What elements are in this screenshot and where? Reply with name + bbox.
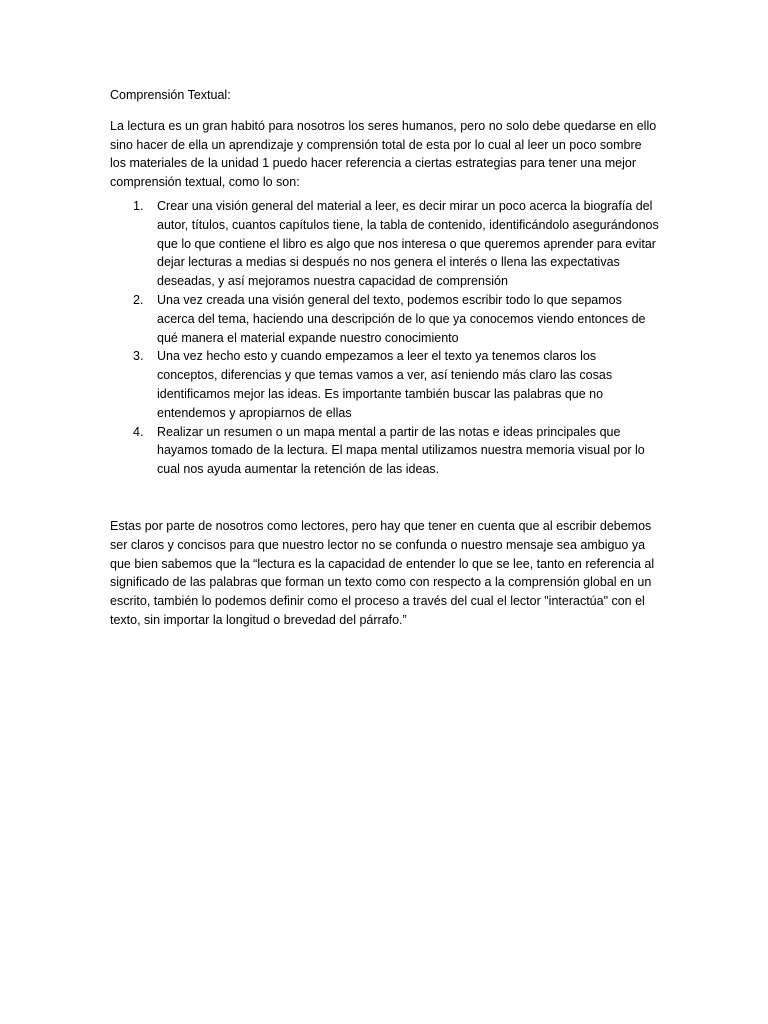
list-number: 1. — [133, 198, 144, 213]
document-page — [110, 86, 660, 630]
document-heading: Comprensión Textual: — [110, 88, 231, 102]
list-item-text: Una vez hecho esto y cuando empezamos a leer el texto ya tenemos claros los conceptos, diferencias y que temas vamos a ver, así teniendo más claro las cosas identificamos mejor las ideas. Es importante también buscar las palabras que no entendemos y apropiarnos de ellas — [157, 349, 613, 420]
list-number: 2. — [133, 292, 144, 307]
list-item-text: Crear una visión general del material a leer, es decir mirar un poco acerca la biografía del autor, títulos, cuantos capítulos tiene, la tabla de contenido, identificándolo asegurándonos que lo que contiene el libro es algo que nos interesa o que queremos aprender para evitar dejar lecturas a medias si después no nos genera el interés o llena las expectativas deseadas, y así mejoramos nuestra capacidad de comprensión — [157, 198, 659, 289]
list-number: 3. — [133, 349, 144, 364]
strategies-list — [110, 197, 660, 479]
list-item — [110, 423, 660, 479]
list-number: 4. — [133, 424, 144, 439]
list-item — [110, 347, 660, 422]
spacer — [110, 479, 660, 517]
closing-paragraph: Estas por parte de nosotros como lectores, pero hay que tener en cuenta que al escribir debemos ser claros y concisos para que nuestro lector no se confunda o nuestro mensaje sea ambiguo ya que bien sabemos que la “lectura es la capacidad de entender lo que se lee, tanto en referencia al significado de las palabras que forman un texto como con respecto a la comprensión global en un escrito, también lo podemos definir como el proceso a través del cual el lector "interactúa" con el texto, sin importar la longitud o brevedad del párrafo.” — [110, 518, 655, 627]
list-item — [110, 291, 660, 347]
list-item-text: Una vez creada una visión general del texto, podemos escribir todo lo que sepamos acerca del tema, haciendo una descripción de lo que ya conocemos viendo entonces de qué manera el material expande nuestro conocimiento — [157, 292, 646, 345]
list-item-text: Realizar un resumen o un mapa mental a partir de las notas e ideas principales que hayamos tomado de la lectura. El mapa mental utilizamos nuestra memoria visual por lo cual nos ayuda aumentar la retención de las ideas. — [157, 424, 645, 477]
intro-paragraph: La lectura es un gran habitó para nosotros los seres humanos, pero no solo debe quedarse en ello sino hacer de ella un aprendizaje y comprensión total de esta por lo cual al leer un poco sombre los materiales de la unidad 1 puedo hacer referencia a ciertas estrategias para tener una mejor comprensión textual, como lo son: — [110, 118, 657, 190]
list-item — [110, 197, 660, 291]
